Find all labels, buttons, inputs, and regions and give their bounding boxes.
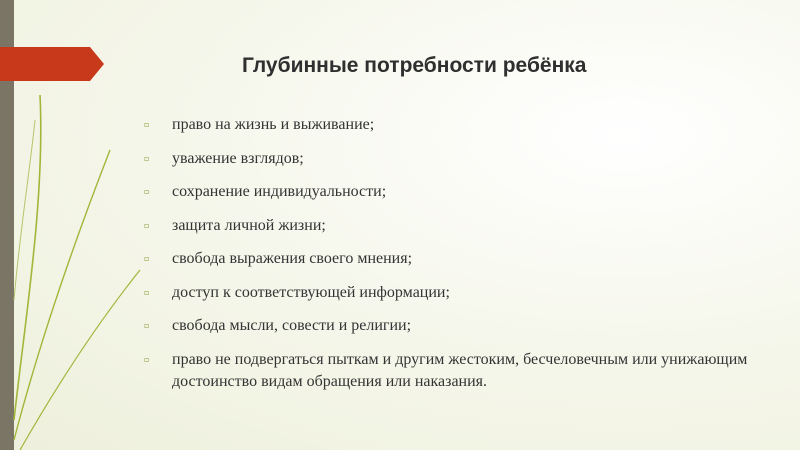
small-square-bullet-icon: ▫	[144, 287, 150, 297]
bullet-list	[144, 114, 764, 404]
list-item-text: уважение взглядов;	[172, 149, 304, 167]
list-item	[144, 148, 764, 170]
list-item-text: защита личной жизни;	[172, 216, 326, 234]
small-square-bullet-icon: ▫	[144, 321, 150, 330]
list-item	[144, 349, 764, 393]
small-square-bullet-icon: ▫	[144, 153, 150, 163]
list-item	[144, 215, 764, 237]
list-item-text: право на жизнь и выживание;	[172, 116, 375, 133]
list-item	[144, 248, 764, 270]
title-accent-tab	[0, 47, 104, 81]
list-item	[144, 114, 764, 136]
small-square-bullet-icon: ▫	[144, 220, 150, 230]
small-square-bullet-icon: ▫	[144, 187, 150, 196]
small-square-bullet-icon: ▫	[144, 120, 150, 129]
list-item-text: доступ к соответствующей информации;	[172, 283, 450, 301]
list-item-text: право не подвергаться пыткам и другим жестоким, бесчеловечным или унижающим достоинство видам обращения или наказания.	[172, 350, 748, 390]
list-item-text: сохранение индивидуальности;	[172, 183, 387, 200]
list-item	[144, 282, 764, 304]
list-item	[144, 315, 764, 337]
list-item-text: свобода выражения своего мнения;	[172, 250, 413, 267]
slide-title: Глубинные потребности ребёнка	[242, 54, 587, 77]
small-square-bullet-icon: ▫	[144, 354, 150, 364]
small-square-bullet-icon: ▫	[144, 254, 150, 263]
list-item-text: свобода мысли, совести и религии;	[172, 317, 412, 334]
list-item	[144, 181, 764, 203]
